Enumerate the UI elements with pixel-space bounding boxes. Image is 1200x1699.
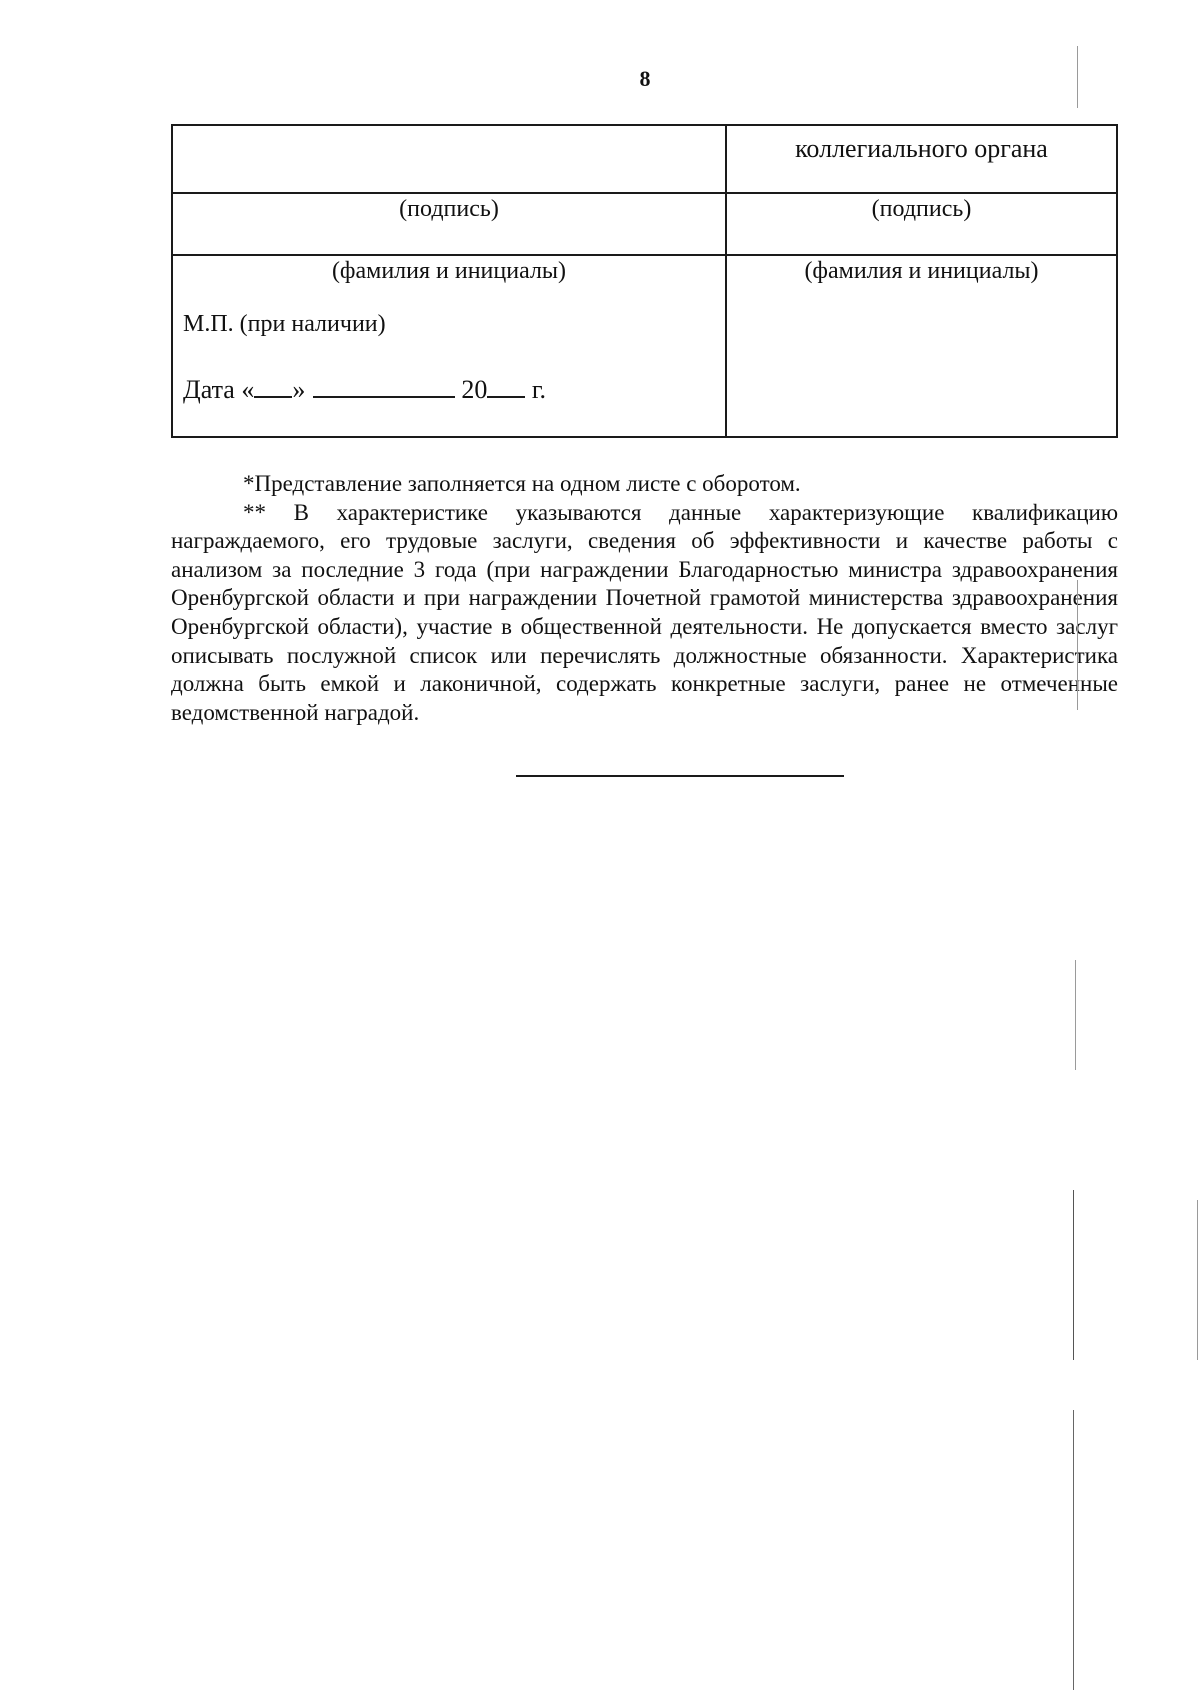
year-blank: [487, 374, 525, 398]
table-row-divider: [173, 254, 1116, 256]
left-name-caption: (фамилия и инициалы): [331, 258, 567, 284]
footnote-2: ** В характеристике указываются данные характеризующие квалификацию награждаемого, его трудовые заслуги, сведения об эффективности и качестве работы с анализом за последние 3 года (при награждении Благодарностью министра здравоохранения Оренбургской области и при награждении Почетной грамотой министерства здравоохранения Оренбургской области), участие в общественной деятельности. Не допускается вместо заслуг описывать послужной список или перечислять должностные обязанности. Характеристика должна быть емкой и лаконичной, содержать конкретные заслуги, ранее не отмеченные ведомственной наградой.: [171, 499, 1118, 725]
left-signature-caption: (подпись): [399, 196, 499, 222]
scan-edge-mark: [1075, 960, 1076, 1070]
footnote-1: *Представление заполняется на одном листе с оборотом.: [243, 471, 801, 496]
scan-edge-mark: [1197, 1200, 1198, 1360]
date-quote-close: »: [292, 375, 306, 404]
scan-edge-mark: [1077, 580, 1078, 710]
signature-table: [171, 124, 1118, 438]
closing-rule: [516, 775, 844, 777]
year-prefix: 20: [461, 375, 488, 404]
right-name-caption: (фамилия и инициалы): [804, 258, 1039, 284]
scan-edge-mark: [1077, 46, 1078, 108]
scan-edge-mark: [1073, 1190, 1074, 1360]
date-line: [183, 374, 546, 405]
stamp-place-label: М.П. (при наличии): [183, 311, 386, 337]
table-row-divider: [173, 192, 1116, 194]
scan-edge-mark: [1073, 1410, 1074, 1690]
footnotes: [171, 470, 1118, 727]
year-suffix: г.: [525, 375, 547, 404]
right-signature-caption: (подпись): [871, 196, 972, 222]
page-number: 8: [639, 66, 651, 91]
collegial-body-label: коллегиального органа: [795, 134, 1048, 163]
month-blank: [313, 374, 455, 398]
day-blank: [254, 374, 292, 398]
date-prefix: Дата «: [183, 375, 255, 404]
